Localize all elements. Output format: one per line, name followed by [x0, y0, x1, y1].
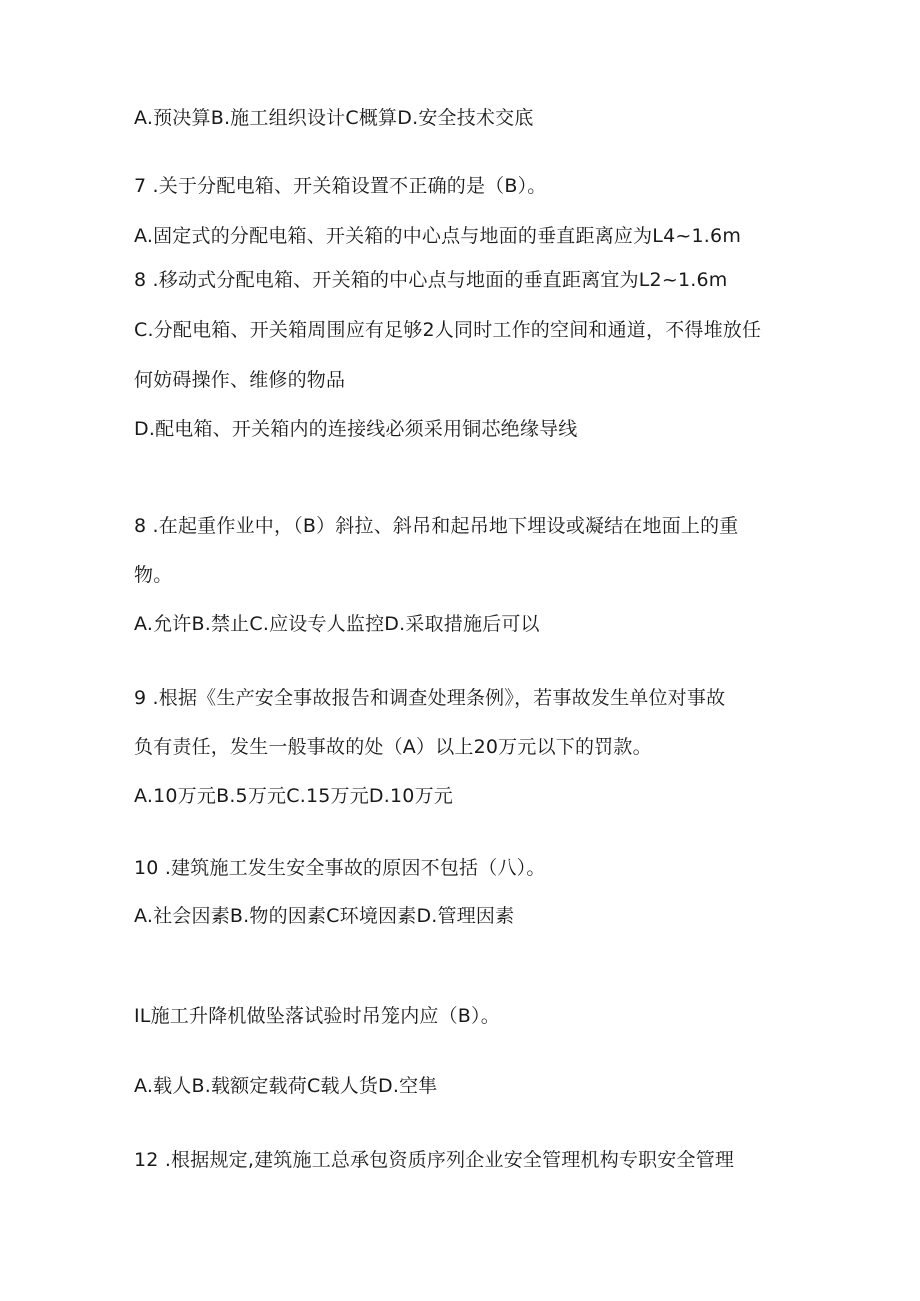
- question-text: 物。: [134, 564, 173, 586]
- option-text: D.配电箱、开关箱内的连接线必须采用铜芯绝缘导线: [134, 418, 578, 440]
- option-text: A.载人B.载额定载荷C载人货D.空隼: [134, 1075, 438, 1097]
- option-text: 何妨碍操作、维修的物品: [134, 369, 346, 391]
- question-text: 8 .移动式分配电箱、开关箱的中心点与地面的垂直距离宜为L2~1.6m: [134, 269, 728, 291]
- option-text: A.10万元B.5万元C.15万元D.10万元: [134, 785, 453, 807]
- question-text: 9 .根据《生产安全事故报告和调查处理条例》，若事故发生单位对事故: [134, 687, 726, 709]
- option-text: A.社会因素B.物的因素C环境因素D.管理因素: [134, 905, 515, 927]
- option-text: C.分配电箱、开关箱周围应有足够2人同时工作的空间和通道，不得堆放任: [134, 319, 762, 341]
- text-line: A.预决算B.施工组织设计C概算D.安全技术交底: [134, 107, 534, 129]
- question-text: 8 .在起重作业中，（B）斜拉、斜吊和起吊地下埋设或凝结在地面上的重: [134, 515, 739, 537]
- question-text: 7 .关于分配电箱、开关箱设置不正确的是（B）。: [134, 175, 547, 197]
- question-text: 12 .根据规定,建筑施工总承包资质序列企业安全管理机构专职安全管理: [134, 1149, 735, 1171]
- question-text: IL施工升降机做坠落试验时吊笼内应（B）。: [134, 1005, 500, 1027]
- option-text: A.固定式的分配电箱、开关箱的中心点与地面的垂直距离应为L4~1.6m: [134, 225, 742, 247]
- question-text: 负有责任，发生一般事故的处（A）以上20万元以下的罚款。: [134, 736, 652, 758]
- question-text: 10 .建筑施工发生安全事故的原因不包括（八）。: [134, 857, 546, 879]
- option-text: A.允许B.禁止C.应设专人监控D.采取措施后可以: [134, 613, 540, 635]
